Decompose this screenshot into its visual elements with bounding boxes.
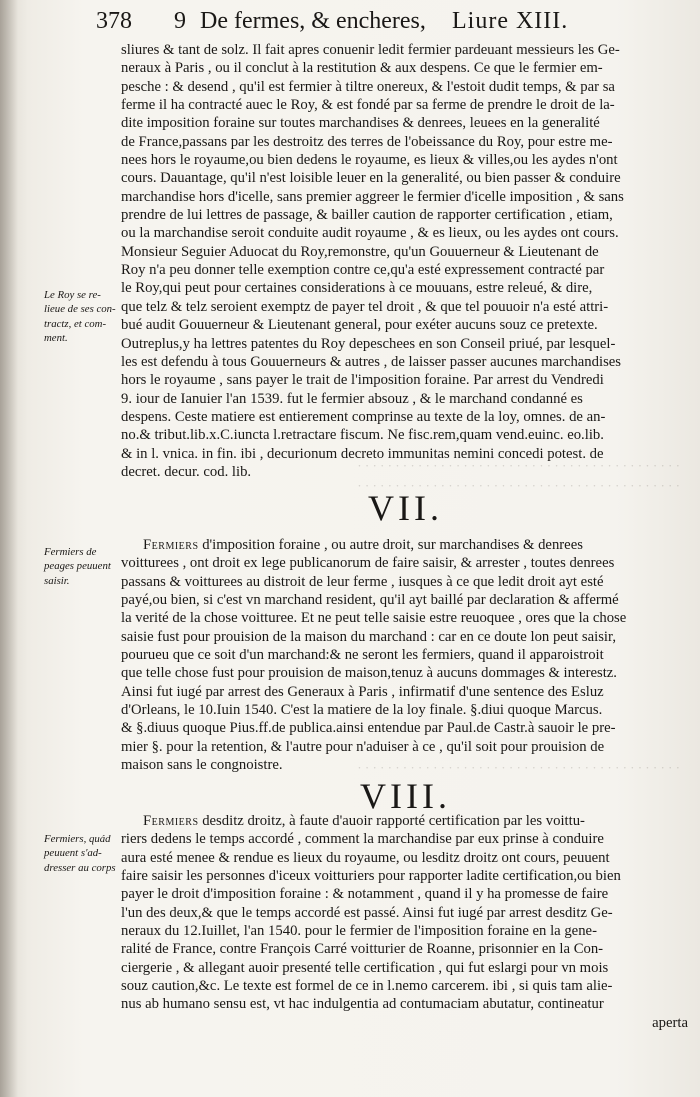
text-line bbox=[121, 812, 690, 830]
text-line: sliures & tant de solz. Il fait apres conuenir ledit fermier pardeuant messieurs les Ge- bbox=[121, 42, 620, 58]
text-line: Monsieur Seguier Aduocat du Roy,remonstre, qu'un Gouuerneur & Lieutenant de bbox=[121, 243, 599, 260]
text-line: riers dedens le temps accordé , comment la marchandise par eux prinse à conduire bbox=[121, 831, 604, 848]
text-line: de France,passans par les destroitz des terres de l'obeissance du Roy, pour estre me- bbox=[121, 133, 613, 150]
margin-note-fermiers-corps bbox=[44, 832, 122, 875]
text-line: Ainsi fut iugé par arrest des Generaux à Paris , infirmatif d'une sentence des Esluz bbox=[121, 683, 604, 700]
signature-mark: 9 bbox=[174, 8, 186, 34]
bleed-through: · · · · · · · · · · · · · · · · · · · · · · · · · · · · · · · · · · · · · · · · · · · bbox=[357, 760, 680, 775]
margin-note-line: Fermiers de bbox=[44, 546, 97, 558]
text-line: la verité de la chose voitturee. Et ne peut telle saisie estre reuoquee , ores que la chose bbox=[121, 610, 627, 627]
text-line: 9. iour de Ianuier l'an 1539. fut le fermier absouz , & le marchand condanné es bbox=[121, 390, 583, 407]
margin-note-line: dresser au corps bbox=[44, 861, 116, 874]
text-line: les est defendu à tous Gouuerneurs & autres , de laisser passer aucunes marchandises bbox=[121, 353, 622, 370]
section-vii-text bbox=[121, 536, 690, 774]
text-line-rest: desditz droitz, à faute d'auoir rapporté certification par les voittu- bbox=[198, 813, 585, 829]
margin-note-line: peages peuuent bbox=[44, 560, 111, 573]
text-line: hors le royaume , sans payer le trait de l'imposition foraine. Par arrest du Vendredi bbox=[121, 372, 604, 389]
text-line: & §.diuus quoque Pius.ff.de publica.ainsi entendue par Paul.de Castr.à sauoir le pre- bbox=[121, 720, 616, 737]
text-line: d'Orleans, le 10.Iuin 1540. C'est la matiere de la loy finale. §.diui quoque Marcus. bbox=[121, 702, 603, 719]
bleed-through: · · · · · · · · · · · · · · · · · · · · · · · · · · · · · · · · · · · · · · · · · · · bbox=[357, 458, 680, 473]
text-line bbox=[121, 536, 690, 554]
text-line: pourueu que ce soit d'un marchand:& ne seront les fermiers, quand il apparoistroit bbox=[121, 647, 604, 664]
text-line: & in l. vnica. in fin. ibi , decurionum decreto immunitas nemini concedi potest. de bbox=[121, 445, 604, 462]
text-line: que telz & telz seroient exemptz de payer tel droit , & que tel pouuoir n'a esté attri- bbox=[121, 298, 609, 315]
text-line: marchandise hors d'icelle, sans premier aggreer le fermier d'icelle imposition , & sans bbox=[121, 188, 624, 205]
text-line: nees hors le royaume,ou bien dedens le royaume, es lieux & villes,ou les aydes n'ont bbox=[121, 152, 618, 169]
initial-word: Fermiers bbox=[143, 813, 199, 829]
text-line: nus ab humano sensu est, vt hac indulgentia ad contumaciam abutatur, contineatur bbox=[121, 996, 604, 1013]
text-line: ou la marchandise seroit conduite audit royaume , & es lieux, ou les aydes ont cours. bbox=[121, 225, 619, 242]
text-line: l'un des deux,& que le temps accordé est passé. Ainsi fut iugé par arrest desditz Ge- bbox=[121, 904, 613, 921]
text-line: pesche : & desend , qu'il est fermier à tiltre onereux, & l'estoit dudit temps, & par sa bbox=[121, 78, 615, 95]
initial-word: Fermiers bbox=[143, 537, 199, 553]
text-line: dite imposition foraine sur toutes marchandises & denrees, leuees en la generalité bbox=[121, 115, 600, 132]
text-line: Outreplus,y ha lettres patentes du Roy depeschees en son Conseil priué, par lesquel- bbox=[121, 335, 616, 352]
text-line: prendre de lui lettres de passage, & bailler caution de rapporter certification , etiam, bbox=[121, 207, 613, 224]
text-line: le Roy,qui peut pour certaines considerations à ce mouuans, estre releué, & dire, bbox=[121, 280, 593, 297]
margin-note-line: saisir. bbox=[44, 574, 70, 587]
gutter-shadow bbox=[0, 0, 18, 1097]
text-line: cours. Dauantage, qu'il n'est loisible leuer en la generalité, ou bien passer & conduire bbox=[121, 170, 621, 187]
running-title: De fermes, & encheres, bbox=[200, 8, 426, 34]
margin-note-line: Fermiers, quád bbox=[44, 833, 111, 845]
page-number: 378 bbox=[96, 8, 132, 34]
paragraph-continued bbox=[121, 41, 690, 481]
text-line: passans & voitturees au distroit de leur ferme , iusques à ce que ledit droit ayt esté bbox=[121, 573, 604, 590]
text-line: maison sans le congnoistre. bbox=[121, 757, 283, 774]
text-line: ciergerie , & allegant auoir presenté telle certification , qui fut eslargi pour vn mois bbox=[121, 959, 609, 976]
margin-note-peages bbox=[44, 545, 122, 588]
section-heading-viii: VIII. bbox=[360, 776, 451, 816]
text-line: payé,ou bien, si c'est vn marchand resident, qu'il ayt baillé par declaration & affermé bbox=[121, 592, 619, 609]
margin-note-line: ment. bbox=[44, 332, 68, 345]
section-viii-text bbox=[121, 812, 690, 1032]
section-heading-vii: VII. bbox=[368, 488, 443, 528]
text-line: souz caution,&c. Le texte est formel de ce in l.nemo carcerem. ibi , si quis tam alie- bbox=[121, 978, 613, 995]
text-line: faire saisir les personnes d'iceux voitturiers pour rapporter ladite certification,ou bien bbox=[121, 868, 621, 885]
text-line: ferme il ha contracté auec le Roy, & est fondé par sa ferme de prendre le droit de la- bbox=[121, 97, 615, 114]
margin-note-roy bbox=[44, 288, 122, 346]
margin-note-line: peuuent s'ad- bbox=[44, 847, 102, 860]
text-line: saisie fust pour prouision de la maison du marchand : car en ce doute lon peut saisir, bbox=[121, 628, 616, 645]
text-line: voitturees , ont droit ex lege publicanorum de faire saisir, & arrester , toutes denrees bbox=[121, 555, 615, 572]
text-line: ralité de France, contre François Carré voitturier de Roanne, prisonnier en la Con- bbox=[121, 941, 604, 958]
text-line: mier §. pour la retention, & l'autre pour n'aduiser à ce , qu'il soit pour prouision de bbox=[121, 738, 605, 755]
text-line: no.& tribut.lib.x.C.iuncta l.retractare fiscum. Ne fisc.rem,quam vend.euinc. eo.lib. bbox=[121, 427, 604, 444]
text-line: payer le droit d'imposition foraine : & notamment , quand il y ha promesse de faire bbox=[121, 886, 609, 903]
text-line: neraux à Paris , ou il conclut à la restitution & aux despens. Ce que le fermier em- bbox=[121, 60, 603, 77]
running-header bbox=[96, 4, 636, 38]
margin-note-line: Le Roy se re- bbox=[44, 289, 101, 301]
text-line: aura esté menee & rendue es lieux du royaume, ou lesditz droitz ont cours, peuuent bbox=[121, 849, 610, 866]
bleed-through: · · · · · · · · · · · · · · · · · · · · · · · · · · · · · · · · · · · · · · · · · · · bbox=[357, 478, 680, 493]
text-line: despens. Ceste matiere est entierement comprinse au texte de la loy, omnes. de an- bbox=[121, 408, 606, 425]
book-number: Liure XIII. bbox=[452, 8, 569, 34]
text-line: neraux du 12.Iuillet, l'an 1540. pour le fermier de l'imposition foraine en la gene- bbox=[121, 923, 597, 940]
text-line: Roy n'a peu donner telle exemption contre ce,qu'a esté expressement contracté par bbox=[121, 262, 605, 279]
text-line: que telle chose fust pour prouision de maison,tenuz à aucuns dommages & interestz. bbox=[121, 665, 617, 682]
margin-note-line: lieue de ses con- bbox=[44, 303, 116, 316]
margin-note-line: tractz, et com- bbox=[44, 317, 107, 330]
text-line: bué audit Gouuerneur & Lieutenant general, pour exéter aucuns souz ce pretexte. bbox=[121, 317, 598, 334]
text-line: decret. decur. cod. lib. bbox=[121, 463, 252, 480]
catchword: aperta bbox=[652, 1014, 688, 1031]
text-line-rest: d'imposition foraine , ou autre droit, sur marchandises & denrees bbox=[198, 537, 583, 553]
